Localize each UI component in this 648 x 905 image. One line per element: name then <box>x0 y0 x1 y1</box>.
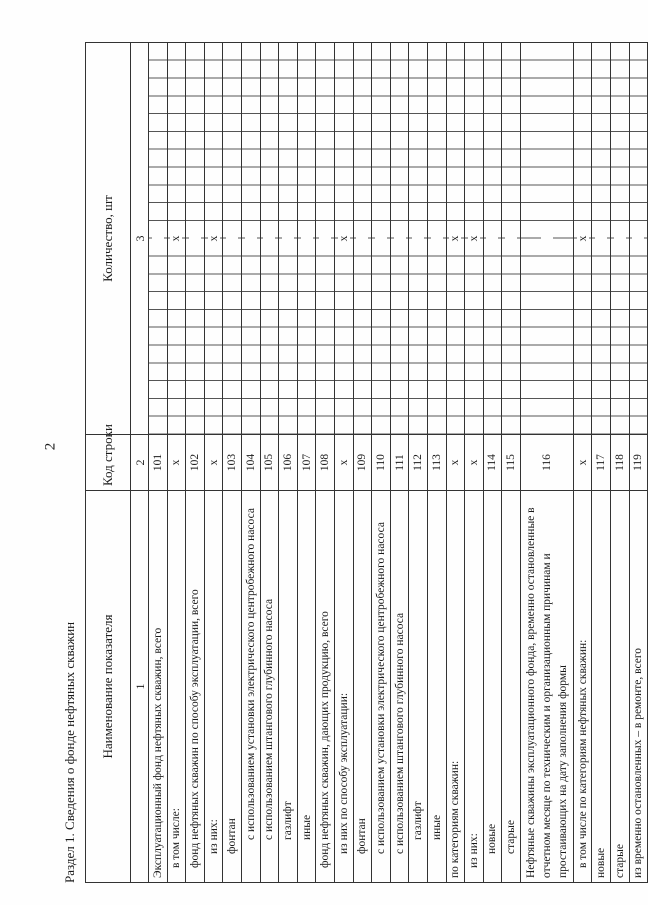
indicator-name: в том числе по категориям нефтяных скважин: <box>573 491 592 883</box>
quantity-cell[interactable] <box>297 43 316 435</box>
quantity-cell[interactable] <box>592 43 611 435</box>
quantity-value <box>614 237 626 241</box>
quantity-value: х <box>449 235 462 242</box>
row-code: х <box>204 435 223 491</box>
table-row <box>611 43 630 883</box>
quantity-value <box>245 237 257 241</box>
table-row <box>334 43 353 883</box>
indicator-name: старые <box>611 491 630 883</box>
row-code: х <box>465 435 484 491</box>
table-row <box>223 43 242 883</box>
quantity-cell[interactable] <box>316 43 335 435</box>
quantity-value <box>632 237 644 241</box>
table-row <box>520 43 573 883</box>
row-code: 107 <box>297 435 316 491</box>
indicator-name: Эксплуатационный фонд нефтяных скважин, всего <box>149 491 168 883</box>
quantity-cell[interactable] <box>279 43 298 435</box>
table-row <box>390 43 409 883</box>
table-row <box>573 43 592 883</box>
indicator-name: из временно остановленных – в ремонте, всего <box>629 491 648 883</box>
row-code: 115 <box>502 435 521 491</box>
indicator-name: с использованием установки электрического центробежного насоса <box>241 491 260 883</box>
row-code: 114 <box>483 435 502 491</box>
quantity-cell[interactable] <box>149 43 168 435</box>
quantity-cell[interactable] <box>611 43 630 435</box>
indicator-name: старые <box>502 491 521 883</box>
quantity-value <box>375 237 387 241</box>
row-code: 110 <box>372 435 391 491</box>
row-code: 118 <box>611 435 630 491</box>
quantity-value <box>412 237 424 241</box>
table-row <box>204 43 223 883</box>
indicator-name: из них по способу эксплуатации: <box>334 491 353 883</box>
oil-wells-table <box>85 42 648 883</box>
row-code: 117 <box>592 435 611 491</box>
quantity-cell[interactable] <box>204 43 223 435</box>
table-row <box>260 43 279 883</box>
column-header-quantity: Количество, шт <box>86 43 131 435</box>
indicator-name: с использованием установки электрического центробежного насоса <box>372 491 391 883</box>
indicator-name: с использованием штангового глубинного насоса <box>260 491 279 883</box>
page-number: 2 <box>42 442 59 451</box>
indicator-name: по категориям скважин: <box>446 491 465 883</box>
indicator-name: фонтан <box>353 491 372 883</box>
row-code: х <box>446 435 465 491</box>
table-row <box>186 43 205 883</box>
indicator-name: с использованием штангового глубинного насоса <box>390 491 409 883</box>
row-code: 105 <box>260 435 279 491</box>
indicator-name: в том числе: <box>167 491 186 883</box>
indicator-name: из них: <box>465 491 484 883</box>
row-code: 116 <box>520 435 573 491</box>
quantity-cell[interactable] <box>573 43 592 435</box>
quantity-value <box>152 237 164 241</box>
indicator-name: фонд нефтяных скважин по способу эксплуатации, всего <box>186 491 205 883</box>
row-code: 109 <box>353 435 372 491</box>
table-row <box>427 43 446 883</box>
quantity-value: х <box>337 235 350 242</box>
table-row <box>629 43 648 883</box>
indicator-name: иные <box>297 491 316 883</box>
quantity-cell[interactable] <box>372 43 391 435</box>
column-header-code: Код строки <box>86 435 131 491</box>
column-number: 2 <box>131 435 149 491</box>
quantity-value <box>356 237 368 241</box>
table-header-row <box>86 43 131 883</box>
quantity-value <box>263 237 275 241</box>
quantity-cell[interactable] <box>483 43 502 435</box>
table-row <box>409 43 428 883</box>
quantity-cell[interactable] <box>223 43 242 435</box>
quantity-cell[interactable] <box>353 43 372 435</box>
quantity-value <box>505 237 517 241</box>
column-header-name: Наименование показателя <box>86 491 131 883</box>
table-body <box>149 43 648 883</box>
row-code: 101 <box>149 435 168 491</box>
row-code: 103 <box>223 435 242 491</box>
row-code: 119 <box>629 435 648 491</box>
quantity-cell[interactable] <box>465 43 484 435</box>
quantity-value <box>431 237 443 241</box>
row-code: 108 <box>316 435 335 491</box>
quantity-value: х <box>467 235 480 242</box>
quantity-cell[interactable] <box>334 43 353 435</box>
indicator-name: новые <box>592 491 611 883</box>
quantity-value <box>226 237 238 241</box>
row-code: 106 <box>279 435 298 491</box>
quantity-cell[interactable] <box>446 43 465 435</box>
indicator-name: иные <box>427 491 446 883</box>
quantity-value <box>394 237 406 241</box>
row-code: 111 <box>390 435 409 491</box>
quantity-value <box>595 237 607 241</box>
quantity-cell[interactable] <box>241 43 260 435</box>
table-row <box>279 43 298 883</box>
quantity-value <box>282 237 294 241</box>
column-numbers-row <box>131 43 149 883</box>
quantity-cell[interactable] <box>629 43 648 435</box>
quantity-value <box>301 237 313 241</box>
section-title: Раздел 1. Сведения о фонде нефтяных скважин <box>62 621 77 883</box>
table-row <box>149 43 168 883</box>
indicator-name: Нефтяные скважины эксплуатационного фонда, временно остановленные в отчетном месяце по техническим и организационным причинам и простаивающих на дату заполнения формы <box>520 491 573 883</box>
quantity-cell[interactable] <box>502 43 521 435</box>
quantity-value <box>486 237 498 241</box>
quantity-value: х <box>207 235 220 242</box>
indicator-name: фонд нефтяных скважин, дающих продукцию, всего <box>316 491 335 883</box>
quantity-cell[interactable] <box>427 43 446 435</box>
quantity-cell[interactable] <box>390 43 409 435</box>
row-code: 104 <box>241 435 260 491</box>
quantity-cell[interactable] <box>520 43 573 435</box>
table-row <box>483 43 502 883</box>
quantity-cell[interactable] <box>186 43 205 435</box>
table-row <box>592 43 611 883</box>
row-code: 113 <box>427 435 446 491</box>
quantity-cell[interactable] <box>260 43 279 435</box>
table-row <box>167 43 186 883</box>
row-code: х <box>167 435 186 491</box>
indicator-name: фонтан <box>223 491 242 883</box>
indicator-name: газлифт <box>279 491 298 883</box>
table-row <box>465 43 484 883</box>
quantity-value <box>189 237 201 241</box>
quantity-cell[interactable] <box>167 43 186 435</box>
row-code: х <box>334 435 353 491</box>
row-code: 112 <box>409 435 428 491</box>
table-row <box>297 43 316 883</box>
indicator-name: из них: <box>204 491 223 883</box>
quantity-value: х <box>576 235 589 242</box>
rotated-form <box>60 43 645 883</box>
table-row <box>502 43 521 883</box>
indicator-name: новые <box>483 491 502 883</box>
indicator-name: газлифт <box>409 491 428 883</box>
quantity-value <box>541 237 553 241</box>
table-row <box>372 43 391 883</box>
quantity-value: х <box>170 235 183 242</box>
table-row <box>353 43 372 883</box>
row-code: 102 <box>186 435 205 491</box>
quantity-value <box>319 237 331 241</box>
column-number: 1 <box>131 491 149 883</box>
table-row <box>316 43 335 883</box>
quantity-cell[interactable] <box>409 43 428 435</box>
table-row <box>241 43 260 883</box>
column-number: 3 <box>131 43 149 435</box>
row-code: х <box>573 435 592 491</box>
table-row <box>446 43 465 883</box>
